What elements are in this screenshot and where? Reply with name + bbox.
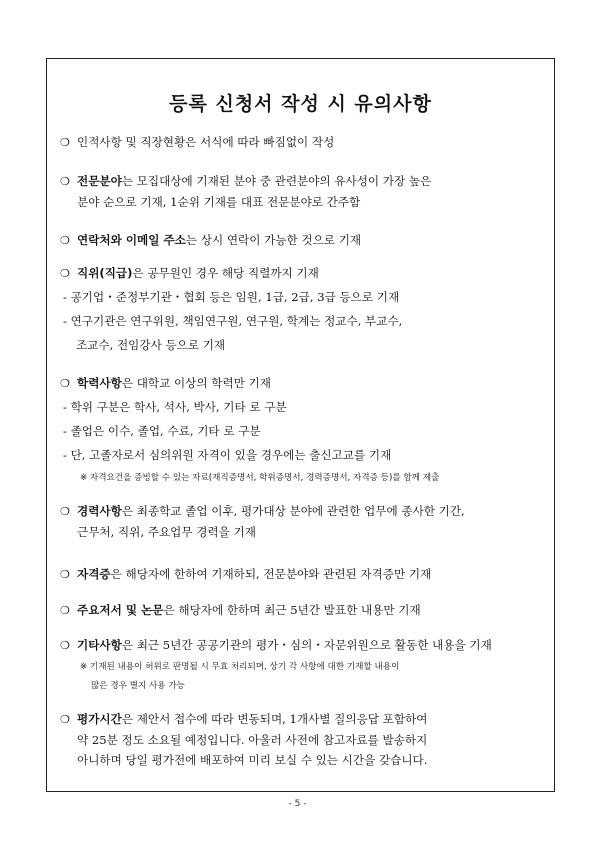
- bullet-icon: ❍: [60, 377, 70, 390]
- page-title: 등록 신청서 작성 시 유의사항: [169, 93, 432, 115]
- list-item: [60, 373, 544, 394]
- notice-box: [46, 58, 555, 792]
- item-text: 는 상시 연락이 가능한 것으로 기재: [185, 233, 362, 247]
- sub-item: - 공기업・준정부기관・협회 등은 임원, 1급, 2급, 3급 등으로 기재: [63, 290, 400, 304]
- item-text: 은 최종학교 졸업 이후, 평가대상 분야에 관련한 업무에 종사한 기간,: [121, 504, 465, 518]
- bullet-icon: ❍: [60, 505, 70, 518]
- item-text: 은 최근 5년간 공공기관의 평가・심의・자문위원으로 활동한 내용을 기재: [121, 638, 492, 652]
- list-item: [60, 501, 544, 542]
- item-highlight: 연락처와 이메일 주소: [77, 233, 186, 247]
- note-text: 많은 경우 별지 사용 가능: [91, 681, 185, 691]
- list-item: [60, 600, 544, 621]
- bullet-icon: ❍: [60, 568, 70, 581]
- list-item: [60, 564, 544, 585]
- sub-item: - 학위 구분은 학사, 석사, 박사, 기타 로 구분: [63, 400, 287, 414]
- item-continuation: 아니하며 당일 평가전에 배포하여 미리 보실 수 있는 시간을 갖습니다.: [77, 753, 428, 767]
- bullet-icon: ❍: [60, 175, 70, 188]
- item-continuation: 약 25분 정도 소요될 예정입니다. 아울러 사전에 참고자료를 발송하지: [77, 733, 428, 747]
- bullet-icon: ❍: [60, 713, 70, 726]
- item-highlight: 직위(직급): [77, 266, 133, 280]
- sub-item: - 졸업은 이수, 졸업, 수료, 기타 로 구분: [63, 424, 261, 438]
- item-highlight: 학력사항: [77, 376, 122, 390]
- item-text: 은 해당자에 한하며 최근 5년간 발표한 내용만 기재: [163, 603, 421, 617]
- list-item: [60, 171, 544, 212]
- item-highlight: 기타사항: [77, 638, 122, 652]
- bullet-icon: ❍: [60, 234, 70, 247]
- item-text: 은 해당자에 한하여 기재하되, 전문분야와 관련된 자격증만 기재: [110, 567, 432, 581]
- bullet-icon: ❍: [60, 639, 70, 652]
- list-item: [60, 709, 544, 770]
- list-item: [60, 230, 544, 251]
- sub-item: - 연구기관은 연구위원, 책임연구원, 연구원, 학계는 정교수, 부교수,: [63, 314, 403, 328]
- note-text: ※ 기재된 내용이 허위로 판명될 시 무효 처리되며, 상기 각 사항에 대한 기재할 내용이: [80, 662, 400, 672]
- item-continuation: 근무처, 직위, 주요업무 경력을 기재: [77, 525, 256, 539]
- item-text: 은 공무원인 경우 해당 직렬까지 기재: [132, 266, 319, 280]
- item-highlight: 경력사항: [77, 504, 122, 518]
- sub-item: 조교수, 전임강사 등으로 기재: [76, 338, 226, 352]
- item-highlight: 평가시간: [77, 712, 122, 726]
- bullet-icon: ❍: [60, 604, 70, 617]
- item-text: 은 대학교 이상의 학력만 기재: [121, 376, 271, 390]
- item-highlight: 주요저서 및 논문: [77, 603, 164, 617]
- item-text: 는 모집대상에 기재된 분야 중 관련분야의 유사성이 가장 높은: [121, 174, 432, 188]
- note-text: ※ 자격요건을 증빙할 수 있는 자료(재직증명서, 학위증명서, 경력증명서, 자격증 등)를 함께 제출: [80, 473, 440, 483]
- list-item: [60, 635, 544, 656]
- item-continuation: 분야 순으로 기재, 1순위 기재를 대표 전문분야로 간주함: [77, 195, 361, 209]
- item-text: 인적사항 및 직장현황은 서식에 따라 빠짐없이 작성: [77, 135, 335, 149]
- item-highlight: 전문분야: [77, 174, 122, 188]
- list-item: [60, 132, 544, 153]
- sub-item: - 단, 고졸자로서 심의위원 자격이 있을 경우에는 출신고교를 기재: [63, 448, 392, 462]
- page-number: - 5 -: [288, 799, 307, 809]
- item-text: 은 제안서 접수에 따라 변동되며, 1개사별 질의응답 포함하여: [121, 712, 428, 726]
- list-item: [60, 263, 544, 284]
- bullet-icon: ❍: [60, 136, 70, 149]
- bullet-icon: ❍: [60, 267, 70, 280]
- item-highlight: 자격증: [77, 567, 111, 581]
